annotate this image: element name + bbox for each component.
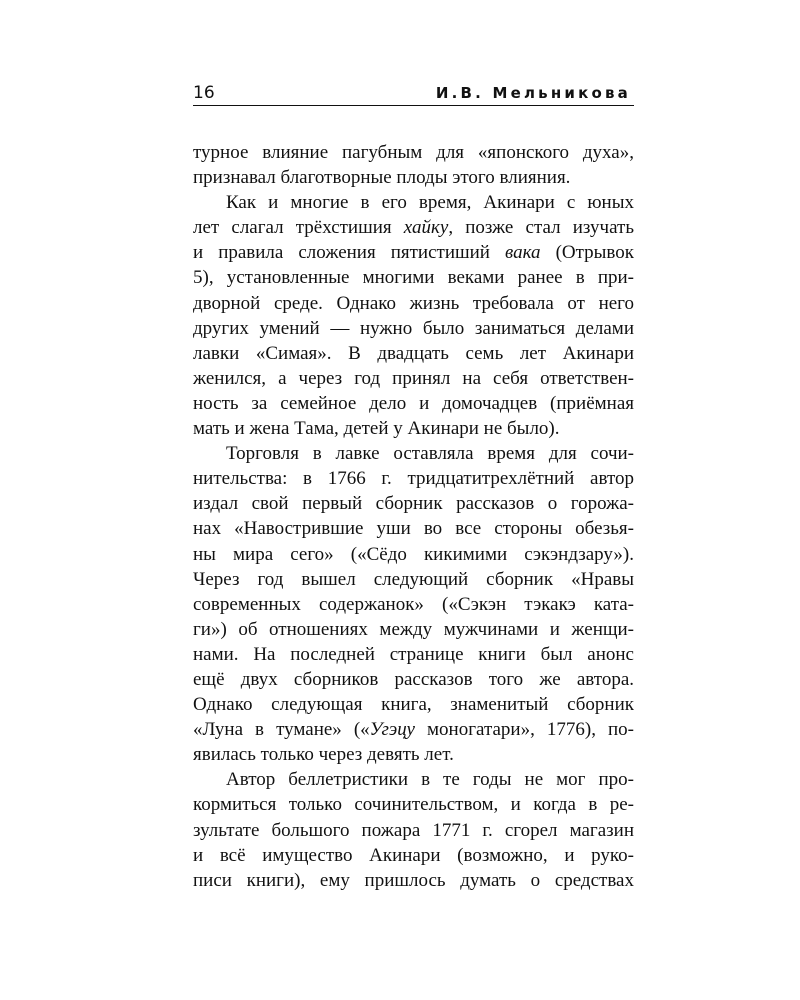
text-line <box>193 190 634 215</box>
text-segment: Торговля в лавке оставляла время для сочи- <box>226 443 634 465</box>
text-line <box>193 291 634 316</box>
text-segment: дворной среде. Однако жизнь требовала от него <box>193 292 634 314</box>
text-line <box>193 767 634 792</box>
text-segment: лет слагал трёхстишия <box>193 217 404 239</box>
text-line <box>193 416 634 441</box>
text-segment: женился, а через год принял на себя ответствен- <box>193 367 634 389</box>
text-line <box>193 592 634 617</box>
text-line <box>193 265 634 290</box>
text-line <box>193 818 634 843</box>
text-line <box>193 341 634 366</box>
text-segment: современных содержанок» («Сэкэн тэкакэ ката- <box>193 593 634 615</box>
text-line <box>193 742 634 767</box>
text-segment: ность за семейное дело и домочадцев (приёмная <box>193 392 634 414</box>
text-segment: лавки «Симая». В двадцать семь лет Акинари <box>193 342 634 364</box>
running-head-author: И.В. Мельникова <box>435 84 631 102</box>
italic-term: вака <box>505 242 541 264</box>
page-header <box>193 78 634 104</box>
text-segment: зультате большого пожара 1771 г. сгорел магазин <box>193 819 634 841</box>
italic-term: хайку <box>403 217 449 239</box>
text-line <box>193 843 634 868</box>
text-segment: мать и жена Тама, детей у Акинари не было). <box>193 418 560 440</box>
text-line <box>193 466 634 491</box>
text-segment: ны мира сего» («Сёдо кикимими сэкэндзару»). <box>193 543 634 565</box>
text-line <box>193 667 634 692</box>
text-line <box>193 717 634 742</box>
text-segment: ги») об отношениях между мужчинами и женщи- <box>193 618 634 640</box>
text-segment: нах «Навострившие уши во все стороны обезья- <box>193 518 634 540</box>
text-segment: признавал благотворные плоды этого влияния. <box>193 167 571 189</box>
text-line <box>193 792 634 817</box>
text-segment: кормиться только сочинительством, и когда в ре- <box>193 794 634 816</box>
text-segment: Автор беллетристики в те годы не мог про- <box>226 769 634 791</box>
text-line <box>193 692 634 717</box>
text-segment: нами. На последней странице книги был анонс <box>193 643 634 665</box>
text-line <box>193 240 634 265</box>
text-segment: явилась только через девять лет. <box>193 744 454 766</box>
text-segment: Как и многие в его время, Акинари с юных <box>226 192 634 214</box>
text-line <box>193 617 634 642</box>
text-line <box>193 215 634 240</box>
text-segment: моногатари», 1776), по- <box>414 719 634 741</box>
text-line <box>193 567 634 592</box>
text-segment: других умений — нужно было заниматься делами <box>193 317 634 339</box>
text-segment: «Луна в тумане» (« <box>193 719 370 741</box>
text-segment: ещё двух сборников рассказов того же автора. <box>193 668 634 690</box>
header-rule <box>193 105 634 106</box>
text-segment: Через год вышел следующий сборник «Нравы <box>193 568 634 590</box>
text-line <box>193 140 634 165</box>
text-line <box>193 642 634 667</box>
text-segment: писи книги), ему пришлось думать о средствах <box>193 869 634 891</box>
text-line <box>193 542 634 567</box>
text-segment: 5), установленные многими веками ранее в при- <box>193 267 634 289</box>
text-line <box>193 491 634 516</box>
text-line <box>193 165 634 190</box>
text-line <box>193 441 634 466</box>
text-line <box>193 868 634 893</box>
text-segment: и правила сложения пятистиший <box>193 242 505 264</box>
text-segment: (Отрывок <box>540 242 634 264</box>
text-line <box>193 366 634 391</box>
text-segment: нительства: в 1766 г. тридцатитрехлётний автор <box>193 468 634 490</box>
body-text <box>193 140 634 893</box>
text-segment: и всё имущество Акинари (возможно, и руко- <box>193 844 634 866</box>
text-line <box>193 316 634 341</box>
text-segment: , позже стал изучать <box>448 217 634 239</box>
book-page <box>193 78 634 891</box>
italic-term: Угэцу <box>369 719 415 741</box>
text-segment: турное влияние пагубным для «японского духа», <box>193 142 634 163</box>
page-number: 16 <box>193 83 215 103</box>
text-line <box>193 391 634 416</box>
text-segment: издал свой первый сборник рассказов о горожа- <box>193 493 634 515</box>
text-line <box>193 516 634 541</box>
text-segment: Однако следующая книга, знаменитый сборник <box>193 694 634 716</box>
